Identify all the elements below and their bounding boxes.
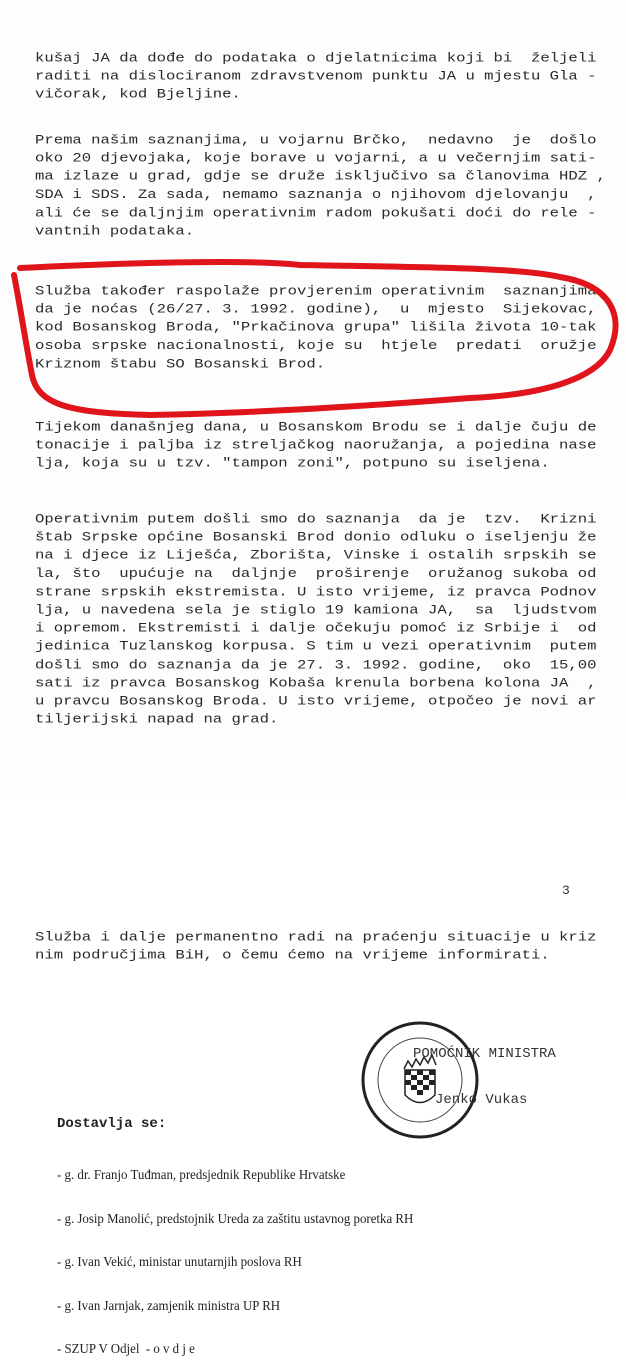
text-line: Tijekom današnjeg dana, u Bosanskom Brodu se i dalje čuju de: [35, 419, 597, 435]
text-line: u pravcu Bosanskog Broda. U isto vrijeme, otpočeo je novi ar: [35, 693, 597, 709]
text-line: osoba srpske nacionalnosti, koje su htjele predati oružje: [35, 338, 597, 353]
text-line: vičorak, kod Bjeljine.: [35, 87, 241, 102]
text-line: tonacije i paljba iz streljačkog naoružanja, a pojedina nase: [35, 437, 597, 453]
distribution-heading: Dostavlja se:: [57, 1116, 167, 1132]
text-line: la, što upućuje na daljnje proširenje oružanog sukoba od: [35, 566, 597, 581]
distribution-item: - g. Josip Manolić, predstojnik Ureda za zaštitu ustavnog poretka RH: [57, 1211, 414, 1227]
signature-title: POMOĆNIK MINISTRA: [413, 1046, 556, 1062]
text-line: da je noćas (26/27. 3. 1992. godine), u mjesto Sijekovac,: [35, 301, 597, 317]
text-line: kod Bosanskog Broda, "Prkačinova grupa" lišila života 10-tak: [35, 320, 597, 335]
paragraph-4: [35, 418, 596, 473]
distribution-item: - SZUP V Odjel - o v d j e: [57, 1342, 195, 1357]
text-line: SDA i SDS. Za sada, nemamo saznanja o njihovom djelovanju ,: [35, 187, 597, 202]
paragraph-5: [35, 510, 596, 728]
page-number: 3: [562, 883, 570, 898]
text-line: i opremom. Ekstremisti i dalje očekuju pomoć iz Srbije i od: [35, 620, 597, 636]
text-line: Služba također raspolaže provjerenim operativnim saznanjima: [35, 283, 597, 299]
distribution-item: - g. Ivan Jarnjak, zamjenik ministra UP RH: [57, 1298, 281, 1314]
text-line: ma izlaze u grad, gdje se druže isključivo sa članovima HDZ ,: [35, 169, 606, 184]
paragraph-1: [35, 49, 596, 104]
text-line: oko 20 djevojaka, koje borave u vojarni, a u večernjim sati-: [35, 150, 597, 166]
signature-name: Jenko Vukas: [435, 1092, 528, 1108]
red-highlight-circle: [0, 255, 626, 425]
text-line: raditi na dislociranom zdravstvenom punktu JA u mjestu Gla -: [35, 68, 597, 84]
text-line: nim područjima BiH, o čemu ćemo na vrijeme informirati.: [35, 947, 550, 963]
text-line: tiljerijski napad na grad.: [35, 711, 279, 727]
text-line: štab Srpske općine Bosanski Brod donio odluku o iseljenju že: [35, 529, 597, 545]
text-line: lja, u navedena sela je stiglo 19 kamiona JA, sa ljudstvom: [35, 602, 597, 618]
text-line: Kriznom štabu SO Bosanski Brod.: [35, 356, 326, 372]
text-line: strane srpskih ekstremista. U isto vrijeme, iz pravca Podnov: [35, 584, 597, 600]
paragraph-2: [35, 131, 606, 240]
text-line: vantnih podataka.: [35, 223, 195, 239]
text-line: Služba i dalje permanentno radi na praćenju situacije u kriz: [35, 929, 597, 945]
text-line: kušaj JA da dođe do podataka o djelatnicima koji bi željeli: [35, 50, 597, 66]
text-line: sati iz pravca Bosanskog Kobaša krenula borbena kolona JA ,: [35, 675, 597, 691]
distribution-item: - g. dr. Franjo Tuđman, predsjednik Republike Hrvatske: [57, 1168, 346, 1183]
text-line: Operativnim putem došli smo do saznanja da je tzv. Krizni: [35, 511, 597, 527]
text-line: na i djece iz Liješća, Zborišta, Vinske i ostalih srpskih se: [35, 548, 597, 563]
official-stamp: [360, 1015, 490, 1145]
distribution-list: [57, 1140, 413, 1372]
text-line: došli smo do saznanja da je 27. 3. 1992. godine, oko 15,00: [35, 657, 597, 672]
text-line: ali će se daljnjim operativnim radom pokušati doći do rele -: [35, 205, 597, 221]
paragraph-6: [35, 928, 596, 964]
distribution-item: - g. Ivan Vekić, ministar unutarnjih poslova RH: [57, 1255, 302, 1270]
text-line: Prema našim saznanjima, u vojarnu Brčko, nedavno je došlo: [35, 132, 597, 148]
text-line: lja, koja su u tzv. "tampon zoni", potpuno su iseljena.: [35, 456, 550, 471]
text-line: jedinica Tuzlanskog korpusa. S tim u vezi operativnim putem: [35, 638, 597, 654]
